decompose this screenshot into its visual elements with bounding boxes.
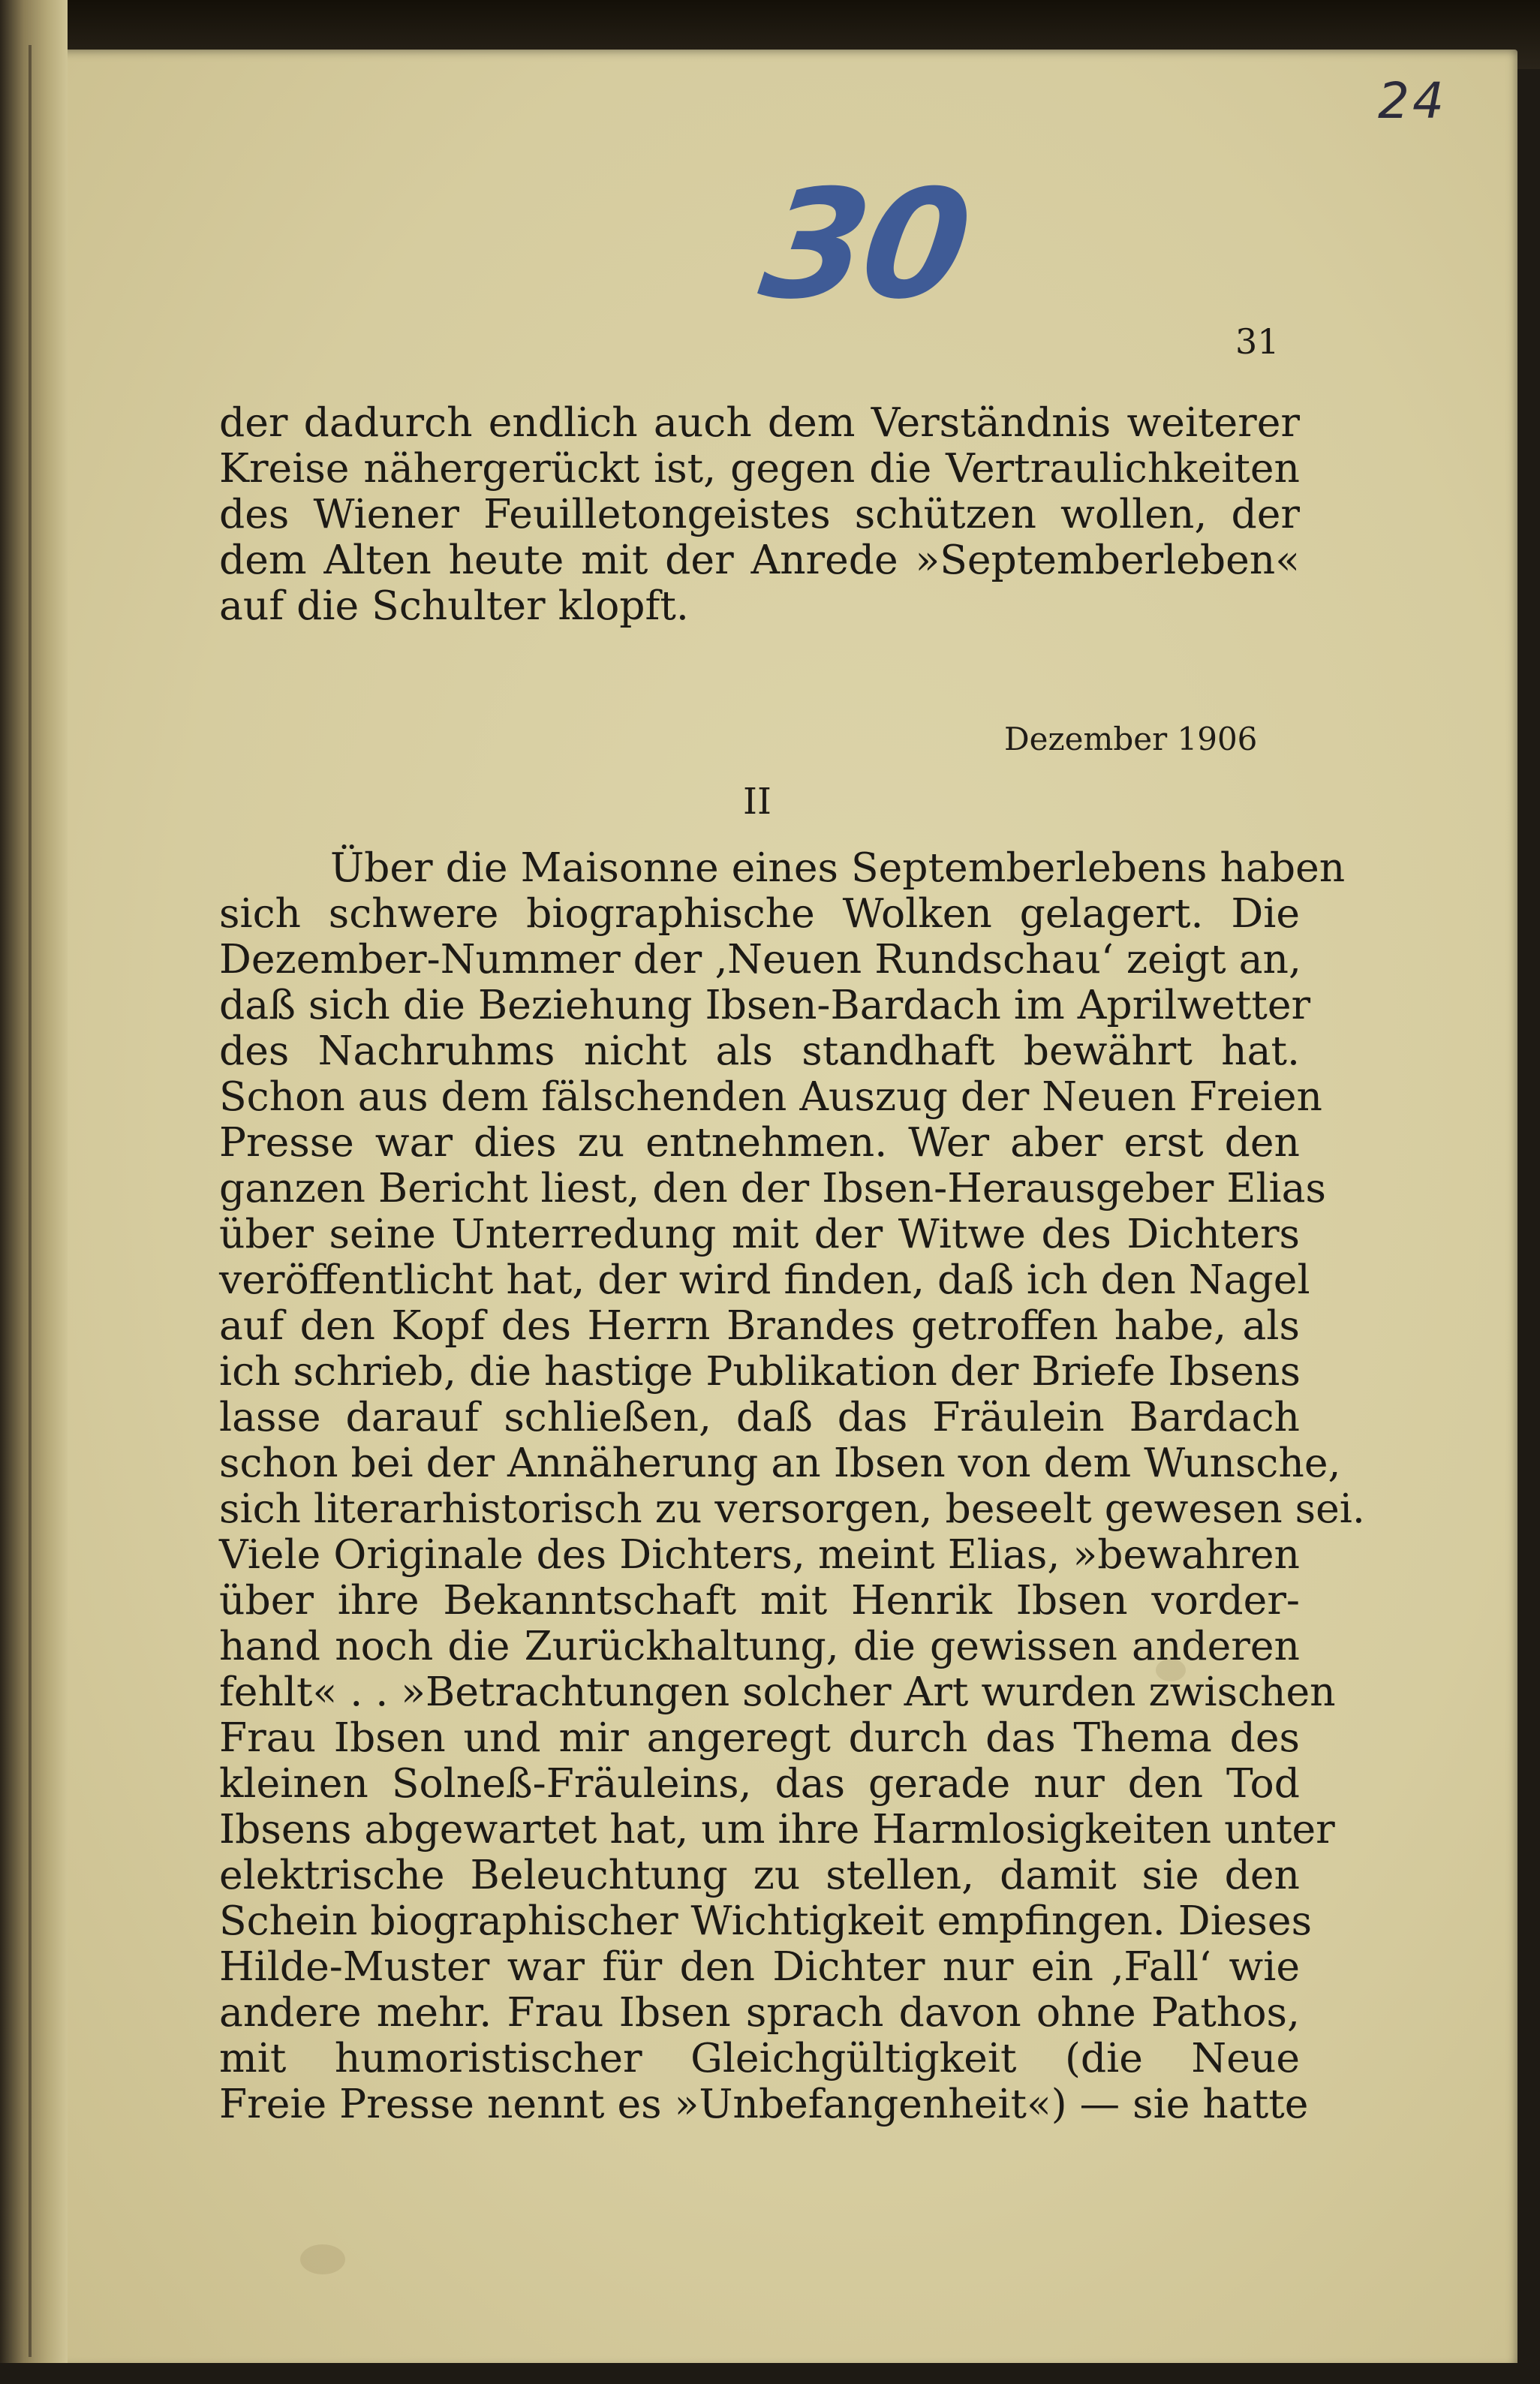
text-line: kleinen Solneß-Fräuleins, das gerade nur den Tod <box>219 1759 1300 1807</box>
text-line: lasse darauf schließen, daß das Fräulein Bardach <box>219 1393 1300 1440</box>
text-line: Über die Maisonne eines Septemberlebens haben <box>330 844 1346 891</box>
text-line: Schein biographischer Wichtigkeit empfingen. Dieses <box>219 1897 1313 1944</box>
text-line: über seine Unterredung mit der Witwe des Dichters <box>219 1210 1300 1257</box>
gutter-line <box>29 45 32 2357</box>
text-line: Viele Originale des Dichters, meint Elias, »bewahren <box>219 1531 1300 1578</box>
text-line: veröffentlicht hat, der wird finden, daß ich den Nagel <box>219 1256 1310 1303</box>
folio-stamp: 30 <box>751 158 976 333</box>
text-line: elektrische Beleuchtung zu stellen, damit sie den <box>219 1851 1300 1898</box>
text-line: auf die Schulter klopft. <box>219 582 689 629</box>
text-line: ganzen Bericht liest, den der Ibsen-Herausgeber Elias <box>219 1164 1326 1212</box>
text-line: Freie Presse nennt es »Unbefangenheit«) — sie hatte <box>219 2080 1309 2127</box>
book-gutter <box>0 0 68 2384</box>
text-line: hand noch die Zurückhaltung, die gewissen anderen <box>219 1622 1300 1669</box>
text-line: Dezember-Nummer der ‚Neuen Rundschau‘ zeigt an, <box>219 935 1301 983</box>
text-line: Presse war dies zu entnehmen. Wer aber erst den <box>219 1118 1300 1166</box>
text-line: sich schwere biographische Wolken gelagert. Die <box>219 889 1300 937</box>
text-line: des Nachruhms nicht als standhaft bewährt hat. <box>219 1027 1300 1074</box>
text-line: Frau Ibsen und mir angeregt durch das Thema des <box>219 1714 1300 1761</box>
text-line: ich schrieb, die hastige Publikation der Briefe Ibsens <box>219 1347 1301 1395</box>
page-number: 31 <box>1235 321 1280 362</box>
paragraph-2 <box>219 844 1365 2127</box>
text-line: Schon aus dem fälschenden Auszug der Neuen Freien <box>219 1073 1322 1120</box>
archive-number: 24 <box>1378 72 1447 130</box>
text-line: des Wiener Feuilletongeistes schützen wollen, der <box>219 490 1300 537</box>
text-line: fehlt« . . »Betrachtungen solcher Art wurden zwischen <box>219 1668 1336 1715</box>
text-line: schon bei der Annäherung an Ibsen von dem Wunsche, <box>219 1439 1341 1486</box>
date-line: Dezember 1906 <box>1004 721 1258 757</box>
text-line: auf den Kopf des Herrn Brandes getroffen habe, als <box>219 1302 1300 1349</box>
text-line: daß sich die Beziehung Ibsen-Bardach im Aprilwetter <box>219 981 1311 1028</box>
text-line: Ibsens abgewartet hat, um ihre Harmlosigkeiten unter <box>219 1805 1335 1853</box>
text-line: sich literarhistorisch zu versorgen, beseelt gewesen sei. <box>219 1485 1365 1532</box>
section-heading: II <box>743 781 772 823</box>
text-line: dem Alten heute mit der Anrede »Septemberleben« <box>219 536 1300 583</box>
paper-spot <box>300 2244 345 2274</box>
text-line: andere mehr. Frau Ibsen sprach davon ohne Pathos, <box>219 1988 1300 2036</box>
paragraph-1 <box>219 399 1300 628</box>
text-line: mit humoristischer Gleichgültigkeit (die Neue <box>219 2034 1300 2081</box>
text-line: der dadurch endlich auch dem Verständnis weiterer <box>219 399 1300 446</box>
text-line: Kreise nähergerückt ist, gegen die Vertraulichkeiten <box>219 444 1300 492</box>
scan-background-bottom <box>0 2363 1540 2384</box>
text-line: Hilde-Muster war für den Dichter nur ein ‚Fall‘ wie <box>219 1943 1300 1990</box>
text-line: über ihre Bekanntschaft mit Henrik Ibsen vorder- <box>219 1576 1300 1624</box>
